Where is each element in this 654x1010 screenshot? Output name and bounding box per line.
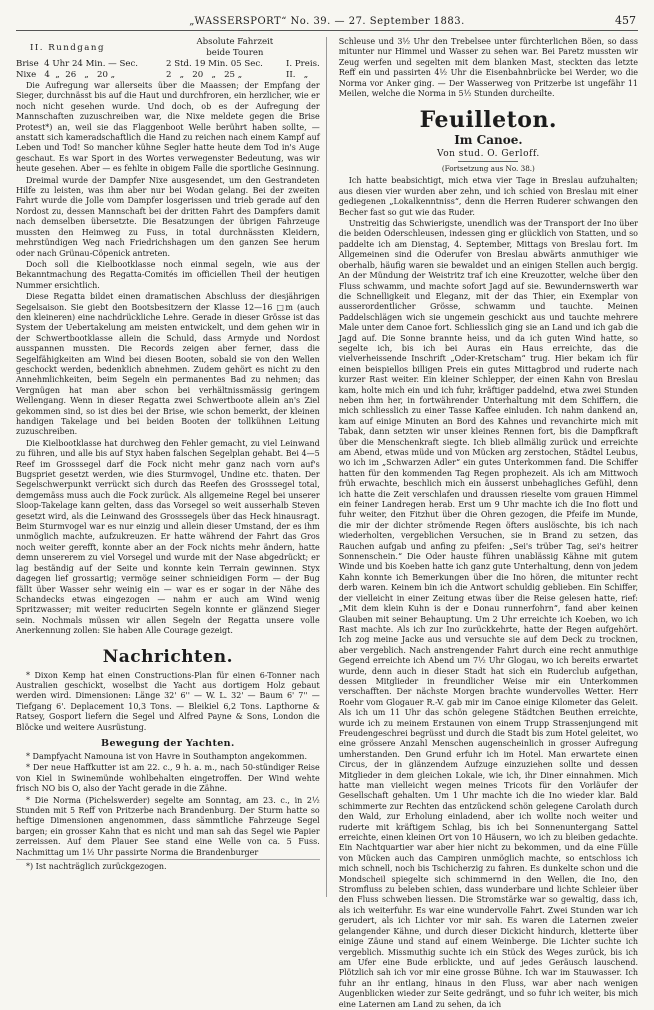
article-paragraph: Ich hatte beabsichtigt, mich etwa vier Tage in Breslau aufzuhalten; aus diesen vier wurden aber zehn, und ich schied von Breslau mit einer gediegenen „Lokalkenntniss“, denn die Herren Ruderer schwangen den Becher fast so gut wie das Ruder. (338, 176, 638, 217)
news-item: * Dampfyacht Namouna ist von Havre in Southampton angekommen. (26, 751, 307, 761)
article-paragraph: Unstreitig das Schwierigste, unendlich was der Transport der Ino über die beiden Oderschleusen, indessen ging er glücklich von Statten, und so paddelte ich am Dienstag, 4. September, Mittags von Breslau fort. Im Allgemeinen sind die Oderufer von Breslau abwärts anmuthiger wie oberhalb, häufig waren sie bewaldet und an einigen Stellen auch bergig. An der Mündung der Weistritz traf ich eine Kreuzotter, welche über den Fluss schwamm, und machte sofort Jagd auf sie. Bewundernswerth war die Schnelligkeit und Eleganz, mit der das Thier, ein Exemplar von ausserordentlicher Grösse, schwamm und tauchte. Meinen Paddelschlägen wich sie ungemein geschickt aus und tauchte mehrere Male unter dem Canoe fort. Schliesslich ging sie an Land und ich gab die Jagd auf. Die Sonne brannte heiss, und da ich guten Wind hatte, so segelte ich, bis ich bei Auras ein Haus erreichte, das die vielverheissende Inschrift „Oder-Kretscham“ trug. Hier bekam ich für einen beispiellos billigen Preis ein gutes Mittagbrod und ruderte nach kurzer Rast weiter. Ein kleiner Schlepper, der einen Kahn von Breslau kam, holte mich ein und ich fuhr, kräftiger paddelnd, etwa zwei Stunden neben ihm her, in fortwährender Unterhaltung mit dem Schiffern, die mich schliesslich zu einer Tasse Kaffee einluden. Ich nahm dankend an, kam auf einige Minuten an Bord des Kahnes und revanchirte mich mit Tabak, dann setzten wir unser kleines Rennen fort, bis die Dampfkraft über die Menschenkraft siegte. Ich blieb allmälig zurück und erreichte am Abend, etwas müde und von Mücken arg zerstochen, Städtel Leubus, wo ich im „Schwarzen Adler“ ein gutes Unterkommen fand. Die Schiffer hatten für den kommenden Tag Regen prophezeit. Als ich am Mittwoch früh erwachte, beschlich mich ein äusserst unbehagliches Gefühl, denn ich hatte die Zeit verschlafen und draussen rieselte vom grauen Himmel ein feiner Landregen herab. Erst um 9 Uhr machte ich die Ino flott und fuhr weiter, den Fitzhut über die Ohren gezogen, die Pfeife im Munde, die mir der dichter strömende Regen öfters auslöschte, bis ich nach wiederholten, vergeblichen Versuchen, sie in Brand zu setzen, das Rauchen aufgab und anfing zu pfeifen: „Sei's trüber Tag, sei's heitrer Sonnenschein.“ Die Oder hauste führen unablässig Kähne mit gutem Winde und bis Koeben hatte ich ganz gute Unterhaltung, denn von jedem Kahn konnte ich Bemerkungen über die Ino hören, die mitunter recht derb waren. Keinem bin ich die Antwort schuldig geblieben. Ein Schiffer, der vielleicht in einer Zeitung etwas über die Reise gelesen hatte, rief: „Mit dem klein Kuhn is der e Donau runnerfohrn“, fand aber keinen Glauben mit seiner Behauptung. Um 2 Uhr erreichte ich Koeben, wo ich Rast machte. Als ich zur Ino zurückkehrte, hatte der Regen aufgehört. Ich zog meine Jacke aus und versuchte sie auf dem Deck zu trocknen, aber vergeblich. Nach anstrengender Fahrt durch eine recht anmuthige Gegend erreichte ich Abend um 7½ Uhr Glogau, wo ich bereits erwartet wurde, denn auch in dieser Stadt hat sich ein Ruderclub aufgethan, dessen Mitglieder in freundlicher Weise mir ein Unterkommen verschafften. Der nächste Morgen brachte wundervolles Wetter. Herr Roehr vom Glogauer R.-V. gab mir im Canoe einige Kilometer das Geleit. Als ich um 11 Uhr das schön gelegene Städtchen Beuthen erreichte, wurde ich zu meinem Erstaunen von einem Trupp Strassenjungend mit Freudengeschrei begrüsst und durch die Stadt bis zum Hotel geleitet, wo eine grössere Anzahl Menschen augenscheinlich in grosser Aufregung umherstanden. Den Grund erfuhr ich im Hotel. Man erwartete einen Circus, der in glänzendem Aufzuge einzuziehen sollte und dessen Mitglieder in dem gleichen Lokale, wie ich, ihr Diner einnahmen. Mich hatte man vielleicht wegen meines Tricots für den Vorläufer der Gesellschaft gehalten. Um 1 Uhr machte ich die Ino wieder klar. Bald schimmerte zur Rechten das entzückend schön gelegene Carolath durch den Wald, zur Erholung einladend, aber ich wollte noch weiter und ruderte mit kräftigem Schlag, bis ich bei Sonnenuntergang Sattel erreichte, einen kleinen Ort von 10 Häusern, wo ich zu bleiben gedachte. Ein Nachtquartier war aber hier nicht zu bekommen, und da eine Fülle von Mücken auch das Campiren unmöglich machte, so entschloss ich mich schnell, noch bis Tschicherzig zu fahren. Es dunkelte schon und die Mondscheil spiegelte sich schimmernd in den Wellen, die Ino, den Stromfluss zu beleben schien, dass wunderbare und lichte Schleier über den Fluss schweben liessen. Die Stromstärke war so gewaltig, dass ich, als ich weiterfuhr. Es war eine wundervolle Fahrt. Zwei Stunden war ich gerudert, als ich Lichter vor mir sah. Es waren die Laternen zweier gelangender Kähne, und durch dieser Dickicht hindurch, kletterte über einige Zäune und stand auf einem Weinberge. Die Lichter suchte ich vergeblich. Missmuthig suchte ich ein Stück des Weges zurück, bis ich am Ufer eine Bude erblickte, und auf jedes Geräusch lauschend. Plötzlich sah ich vor mir eine grosse Bühne. Ich war im Stauwasser. Ich fuhr an ihr entlang, hinaus in den Fluss, war aber nach wenigen Augenblicken wieder zur Seite gedrängt, und so fuhr ich weiter, bis mich eine Laternen am Land zu sehen, da ich (338, 219, 639, 1009)
bewegung-heading: Bewegung der Yachten. (101, 737, 235, 749)
article-paragraph: Die Kielbootklasse hat durchweg den Fehler gemacht, zu viel Leinwand zu führen, und alle bis auf Styx haben falschen Segelplan gehabt. Bei 4—5 Reef im Grosssegel darf die Fock nicht mehr ganz nach vorn auf's Bugspriet gesetzt werden, wie dies Sturmvogel, Undine etc. thaten. Der Segelschwerpunkt verrückt sich durch das Reefen des Grosssegel total, demgemäss muss auch die Fock zurück. Als allgemeine Regel bei unserer Sloop-Takelage kann gelten, dass das Vorsegel so weit ausserhalb Steven gesetzt wird, als die Leinwand des Grosssegels über das Heck hinausragt. Beim Sturmvogel war es nur einzig und allein dieser Umstand, der es ihm unmöglich machte, aufzukreuzen. Er hatte während der Fahrt das Gros noch weiter gerefft, konnte aber an der Fock nichts mehr ändern, hatte demn unsererem zu viel Vorsegel und wurde mit der Nase abgedrückt; er lag beständig auf der Seite und konnte kein Terrain gewinnen. Styx dagegen lief grossartig; vermöge seiner schnieidigen Form — der Bug fällt über Wasser sehr weinig ein — war es er sogar in der Nähe des Schandecks etwas eingezogen — nahm er auch am Wind wenig Spritzwasser; mit weiter reducirten Segeln konnte er glänzend Sieger sein. Nochmals müssen wir allen Segeln der Regatta unsere volle Anerkennung zollen: Sie haben Alle Courage gezeigt. (16, 438, 320, 636)
news-item: * Der neue Haffkutter ist am 22. c., 9 h. a. m., nach 50-stündiger Reise von Kiel in Swinemünde wohlbehalten eingetroffen. Der Wind wehte frisch NO bis O, also der Yacht gerade in die Zähne. (16, 763, 320, 794)
round-label: II. Rundgang (30, 43, 105, 53)
news-item: * Die Norma (Pichelswerder) segelte am Sonntag, am 23. c., in 2½ Stunden mit 5 Reff von Pritzerbe nach Brandenburg. Der Sturm hatte so heftige Dimensionen angenommen, dass sämmtliche Fahrzeuge Segel bargen; ein grosser Kahn that es nicht und man sah das Segel wie Papier zerreissen. Auf dem Plauer See stand eine Welle von ca. 5 Fuss. Nachmittag um 1½ Uhr passirte Norma die Brandenburger (16, 795, 320, 857)
race-results (16, 37, 320, 81)
header-title: „WASSERSPORT“ No. 39. — 27. September 1883. (189, 16, 465, 27)
article-paragraph: Schleuse und 3½ Uhr den Trebelsee unter fürchterlichen Böen, so dass mitunter nur Himmel und Wasser zu sehen war. Bei Paretz mussten wir Zeug werfen und segelten mit dem blanken Mast, steckten das letzte Reff ein und passirten 4½ Uhr die Eisenbahnbrücke bei Werder, wo die Norma vor Anker ging. — Der Wasserweg von Pritzerbe ist ungefähr 11 Meilen, welche die Norma in 5½ Stunden durcheilte. (338, 37, 638, 99)
results-col-label-1: Absolute Fahrzeit (196, 37, 274, 47)
page-header (16, 14, 638, 31)
continuation-note: (Fortsetzung aus No. 38.) (441, 164, 535, 174)
page-number: 457 (615, 14, 636, 27)
divider (458, 161, 518, 162)
footnote: *) Ist nachträglich zurückgezogen. (16, 859, 320, 872)
feuilleton-author: Von stud. O. Gerloff. (437, 149, 540, 160)
feuilleton-subtitle: Im Canoe. (454, 133, 523, 148)
news-item: * Dixon Kemp hat einen Constructions-Plan für einen 6-Tonner nach Australien geschickt, woselbst die Yacht aus dortigem Holz gebaut werden wird. Dimensionen: Länge 32' 6'' — W. L. 32' — Baum 6' 7'' — Tiefgang 6'. Deplacement 10,3 Tons. — Bleikiel 6,2 Tons. Lapthorne & Ratsey, Gosport liefern die Segel und Alfred Payne & Sons, London die Blöcke und weitere Ausrüstung. (16, 670, 320, 732)
article-paragraph: Dreimal wurde der Dampfer Nixe ausgesendet, um den Gestrandeten Hilfe zu leisten, was ihm aber nur bei Wodan gelang. Bei der zweiten Fahrt wurde die Jolle vom Dampfer losgerissen und trieb gerade auf den Nordost zu, dessen Mannschaft bei der dritten Fahrt des Dampfers damit nach demselben übersetzte. Die Besatzungen der übrigen Fahrzeuge mussten den Heimweg zu Fuss, in total durchnässten Kleidern, mehrstündigen Weg nach Friedrichshagen um den ganzen See herum oder nach Grünau-Cöpenick antreten. (16, 175, 320, 258)
article-paragraph: Doch soll die Kielbootklasse noch einmal segeln, wie aus der Bekanntmachung des Regatta-Comités im officiellen Theil der heutigen Nummer ersichtlich. (16, 259, 320, 290)
feuilleton-heading: Feuilleton. (419, 107, 558, 134)
results-col-label-2: beide Touren (206, 48, 264, 58)
right-column (338, 37, 639, 1009)
results-row: Brise 4 Uhr 24 Min. — Sec. 2 Std. 19 Min. 05 Sec. I. Preis. (16, 59, 320, 69)
article-paragraph: Die Aufregung war allerseits über die Maassen; der Empfang der Sieger, durchnässt bis auf die Haut und durchfroren, ein herzlicher, wie er noch nicht gesehen wurde. Und doch, ob es der Aufregung der Mannschaften zuzuschreiben war, die Nixe meldete gegen die Brise Protest*) an, weil sie das Flaggenboot Welle berührt haben sollte, — anstatt sich kameradschaftlich die Hand zu reichen nach einem Kampf auf Leben und Tod! So mancher kühne Segler hatte heute dem Tod in's Auge geschaut. Es war Sport in des Wortes verwegenster Bedeutung, was wir heute gesehen. Aber — es fehlte in obigem Falle die sportliche Gesinnung. (16, 81, 320, 174)
left-column (16, 37, 327, 897)
results-row: Nixe 4 „ 26 „ 20 „ 2 „ 20 „ 25 „ II. „ (16, 70, 309, 80)
article-paragraph: Diese Regatta bildet einen dramatischen Abschluss der diesjährigen Segelsaison. Sie giebt den Bootsbesitzern der Klasse 12—16 □m (auch den kleineren) eine nachdrückliche Lehre. Gerade in dieser Grösse ist das System der Uebertakelung am meisten entwickelt, und dem gehen wir in der Schwertbootklasse allein die Schuld, dass Armyde und Nordost ausspannen mussten. Die Records zeigen aber ferner, dass die Segelfähigkeiten am Wind bei diesen Booten, sobald sie von den Wellen geschockt werden, bedenklich abnehmen. Zudem gehört es nicht zu den Annehmlichkeiten, beim Segeln ein permanentes Bad zu nehmen; das Vergnügen hat man aber schon bei verhältnissmässig geringem Wellengang. Wenn in dieser Regatta zwei Schwertboote allein an's Ziel gekommen sind, so ist dies bei der Brise, wie schon bemerkt, der kleinen handigen Takelage und bei beiden Booten der tollkühnen Leitung zuzuschreiben. (16, 292, 320, 437)
nachrichten-heading: Nachrichten. (102, 646, 234, 667)
